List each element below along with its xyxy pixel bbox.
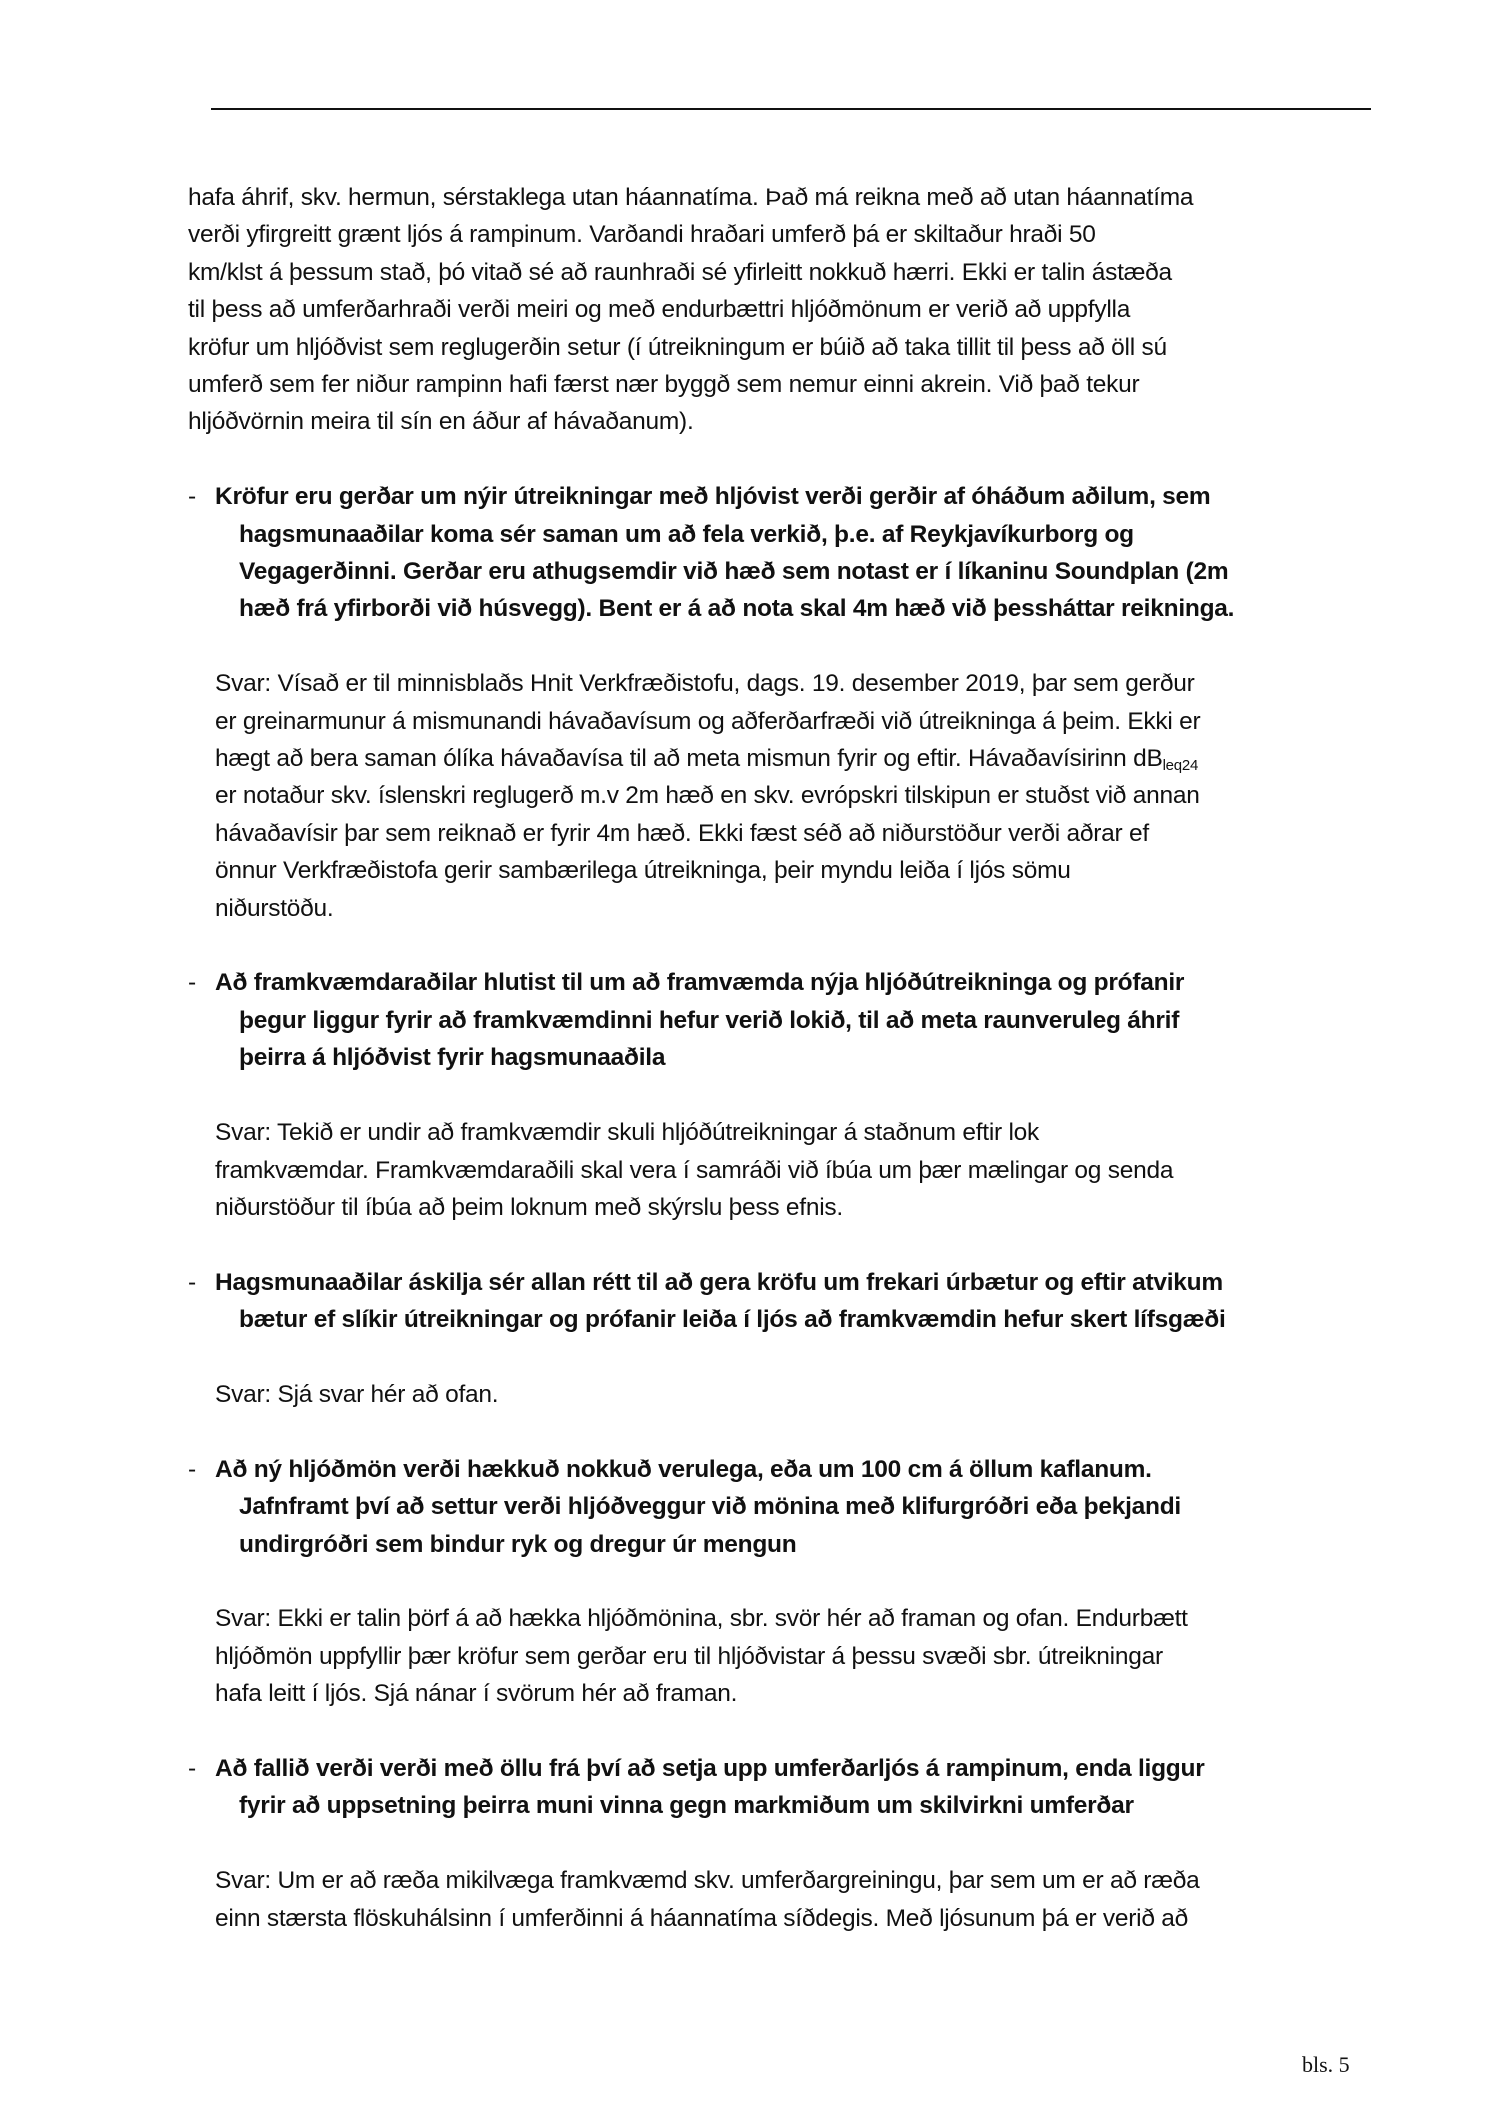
text-line: framkvæmdar. Framkvæmdaraðili skal vera í samráði við íbúa um þær mælingar og senda	[215, 1156, 1174, 1184]
text-line: er greinarmunur á mismunandi hávaðavísum og aðferðarfræði við útreikninga á þeim. Ekki er	[215, 707, 1201, 735]
text-segment: hægt að bera saman ólíka hávaðavísa til að meta mismun fyrir og eftir. Hávaðavísirinn dB	[215, 745, 1163, 773]
answer-paragraph	[188, 1862, 1388, 1937]
bullet-dash: -	[188, 969, 196, 997]
text-line: hæð frá yfirborði við húsvegg). Bent er á að nota skal 4m hæð við þessháttar reikninga.	[239, 595, 1235, 623]
comment-item	[188, 478, 1388, 628]
answer-paragraph	[188, 1376, 1388, 1413]
text-line: undirgróðri sem bindur ryk og dregur úr mengun	[239, 1530, 797, 1558]
text-line: Svar: Sjá svar hér að ofan.	[215, 1380, 499, 1408]
comment-item	[188, 1264, 1388, 1339]
text-line: bætur ef slíkir útreikningar og prófanir leiða í ljós að framkvæmdin hefur skert lífsgæði	[239, 1306, 1226, 1334]
document-body	[188, 179, 1388, 1974]
text-line: Svar: Um er að ræða mikilvæga framkvæmd skv. umferðargreiningu, þar sem um er að ræða	[215, 1867, 1200, 1895]
text-line: til þess að umferðarhraði verði meiri og með endurbættri hljóðmönum er verið að uppfylla	[188, 296, 1131, 324]
text-line: Að ný hljóðmön verði hækkuð nokkuð verulega, eða um 100 cm á öllum kaflanum.	[215, 1455, 1152, 1483]
text-line: Að framkvæmdaraðilar hlutist til um að framvæmda nýja hljóðútreikninga og prófanir	[215, 969, 1185, 997]
text-line: Jafnframt því að settur verði hljóðveggur við mönina með klifurgróðri eða þekjandi	[239, 1493, 1181, 1521]
comment-item	[188, 1750, 1388, 1825]
text-line: hagsmunaaðilar koma sér saman um að fela verkið, þ.e. af Reykjavíkurborg og	[239, 520, 1134, 548]
subscript-leq24: leq24	[1162, 757, 1199, 775]
text-line: umferð sem fer niður rampinn hafi færst nær byggð sem nemur einni akrein. Við það tekur	[188, 371, 1140, 399]
text-line: hafa leitt í ljós. Sjá nánar í svörum hér að framan.	[215, 1680, 738, 1708]
text-line: Hagsmunaaðilar áskilja sér allan rétt til að gera kröfu um frekari úrbætur og eftir atvikum	[215, 1268, 1223, 1296]
text-line: hljóðmön uppfyllir þær kröfur sem gerðar eru til hljóðvistar á þessu svæði sbr. útreikningar	[215, 1642, 1163, 1670]
answer-paragraph	[188, 1600, 1388, 1712]
intro-paragraph	[188, 179, 1388, 441]
text-line: Vegagerðinni. Gerðar eru athugsemdir við hæð sem notast er í líkaninu Soundplan (2m	[239, 558, 1229, 586]
comment-list	[188, 478, 1388, 1937]
text-line: þeirra á hljóðvist fyrir hagsmunaaðila	[239, 1044, 666, 1072]
text-line: er notaður skv. íslenskri reglugerð m.v 2m hæð en skv. evrópskri tilskipun er stuðst við annan	[215, 782, 1200, 810]
text-line: þegur liggur fyrir að framkvæmdinni hefur verið lokið, til að meta raunveruleg áhrif	[239, 1006, 1180, 1034]
text-line: einn stærsta flöskuhálsinn í umferðinni á háannatíma síðdegis. Með ljósunum þá er verið að	[215, 1904, 1189, 1932]
bullet-dash: -	[188, 1754, 196, 1782]
answer-paragraph	[188, 665, 1388, 927]
answer-paragraph	[188, 1114, 1388, 1226]
text-line: niðurstöður til íbúa að þeim loknum með skýrslu þess efnis.	[215, 1193, 843, 1221]
text-line: hljóðvörnin meira til sín en áður af hávaðanum).	[188, 408, 694, 436]
text-line: Kröfur eru gerðar um nýir útreikningar með hljóvist verði gerðir af óháðum aðilum, sem	[215, 483, 1211, 511]
text-line: önnur Verkfræðistofa gerir sambærilega útreikninga, þeir myndu leiða í ljós sömu	[215, 857, 1071, 885]
page-number: bls. 5	[1302, 2052, 1350, 2077]
bullet-dash: -	[188, 1455, 196, 1483]
text-line: verði yfirgreitt grænt ljós á rampinum. Varðandi hraðari umferð þá er skiltaður hraði 50	[188, 221, 1096, 249]
bullet-dash: -	[188, 1268, 196, 1296]
text-line: Að fallið verði verði með öllu frá því að setja upp umferðarljós á rampinum, enda liggur	[215, 1754, 1205, 1782]
text-line: Svar: Ekki er talin þörf á að hækka hljóðmönina, sbr. svör hér að framan og ofan. Endurbætt	[215, 1605, 1188, 1633]
bullet-dash: -	[188, 483, 196, 511]
text-line: hávaðavísir þar sem reiknað er fyrir 4m hæð. Ekki fæst séð að niðurstöður verði aðrar ef	[215, 819, 1149, 847]
text-line: hafa áhrif, skv. hermun, sérstaklega utan háannatíma. Það má reikna með að utan háannatíma	[188, 184, 1194, 211]
text-line: Svar: Tekið er undir að framkvæmdir skuli hljóðútreikningar á staðnum eftir lok	[215, 1119, 1040, 1147]
text-line: niðurstöðu.	[215, 894, 334, 922]
text-line: Svar: Vísað er til minnisblaðs Hnit Verkfræðistofu, dags. 19. desember 2019, þar sem gerður	[215, 670, 1195, 698]
text-line: km/klst á þessum stað, þó vitað sé að raunhraði sé yfirleitt nokkuð hærri. Ekki er talin ástæða	[188, 258, 1172, 286]
text-line: fyrir að uppsetning þeirra muni vinna gegn markmiðum um skilvirkni umferðar	[239, 1792, 1134, 1820]
header-rule	[211, 108, 1371, 110]
comment-item	[188, 1451, 1388, 1563]
text-line: kröfur um hljóðvist sem reglugerðin setur (í útreikningum er búið að taka tillit til þess að öll sú	[188, 333, 1167, 361]
comment-item	[188, 964, 1388, 1076]
text-line	[215, 740, 1388, 777]
